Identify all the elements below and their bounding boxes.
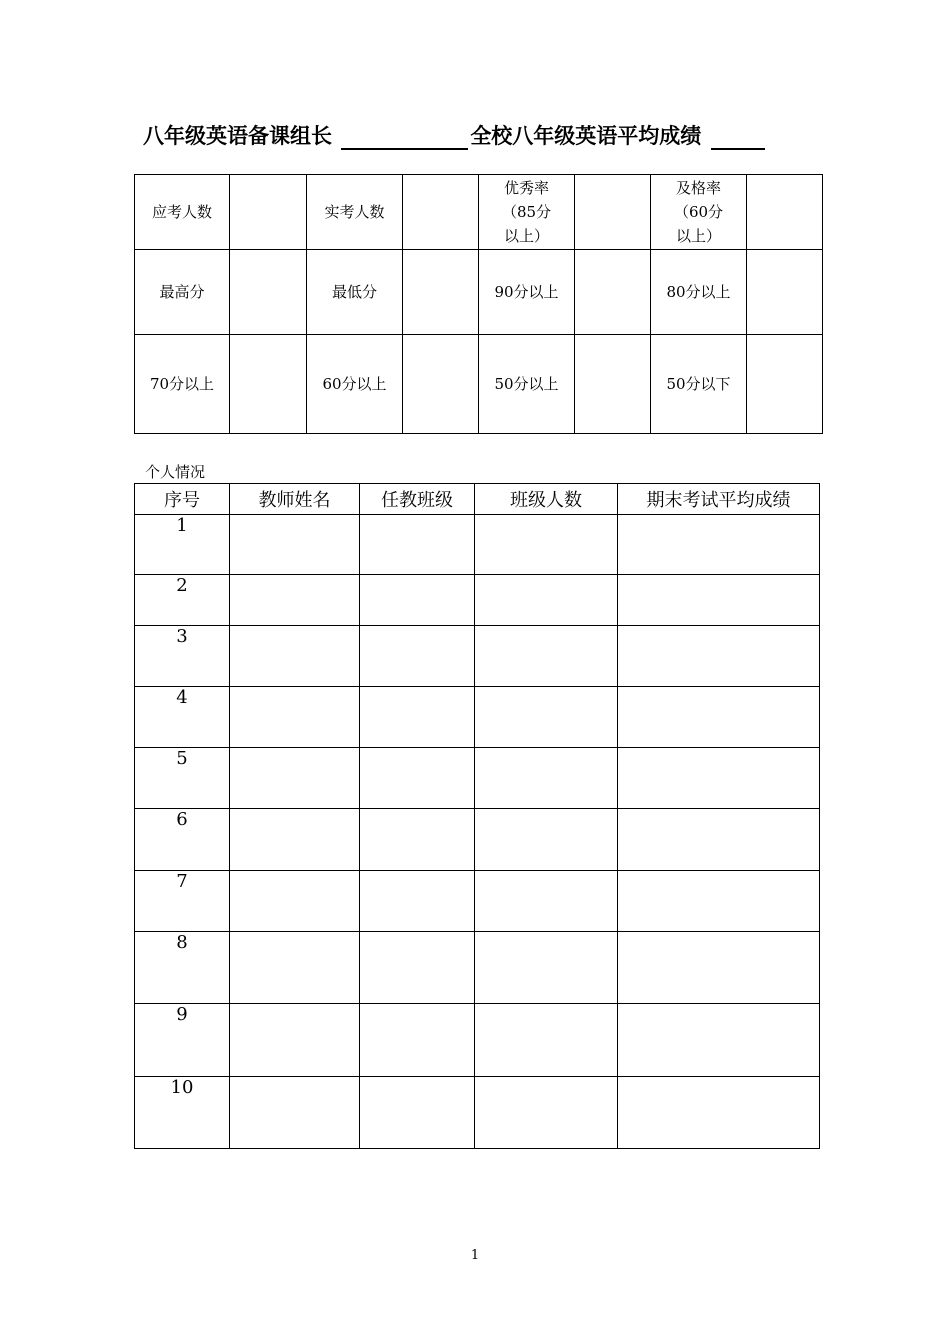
row-index: 7 [135, 871, 230, 932]
row-index: 3 [135, 626, 230, 687]
header-teacher-name: 教师姓名 [230, 484, 360, 515]
row-index: 1 [135, 515, 230, 575]
stats-cell: 90分以上 [479, 250, 575, 335]
stats-cell: 最高分 [135, 250, 230, 335]
teacher-name-cell[interactable] [230, 626, 360, 687]
average-score-cell[interactable] [618, 1004, 820, 1077]
class-cell[interactable] [360, 626, 475, 687]
teacher-name-cell[interactable] [230, 871, 360, 932]
table-row [135, 1004, 820, 1077]
stats-cell [479, 175, 575, 250]
stats-cell: 实考人数 [307, 175, 403, 250]
title-part1: 八年级英语备课组长 [143, 124, 332, 148]
teacher-name-cell[interactable] [230, 687, 360, 748]
stats-cell [651, 175, 747, 250]
average-score-cell[interactable] [618, 515, 820, 575]
page-title [143, 120, 843, 150]
class-size-cell[interactable] [475, 1004, 618, 1077]
class-cell[interactable] [360, 1077, 475, 1149]
stats-cell: 60分以上 [307, 335, 403, 434]
class-size-cell[interactable] [475, 871, 618, 932]
stats-cell: 最低分 [307, 250, 403, 335]
stats-cell: 70分以上 [135, 335, 230, 434]
table-row [135, 575, 820, 626]
average-score-cell[interactable] [618, 748, 820, 809]
stats-value-cell[interactable] [747, 335, 823, 434]
stats-cell: 50分以下 [651, 335, 747, 434]
class-size-cell[interactable] [475, 575, 618, 626]
table-row [135, 1077, 820, 1149]
class-size-cell[interactable] [475, 626, 618, 687]
class-cell[interactable] [360, 515, 475, 575]
row-index: 9 [135, 1004, 230, 1077]
teacher-name-cell[interactable] [230, 1077, 360, 1149]
table-row [135, 515, 820, 575]
row-index: 10 [135, 1077, 230, 1149]
teacher-name-cell[interactable] [230, 932, 360, 1004]
stats-cell: 50分以上 [479, 335, 575, 434]
stats-value-cell[interactable] [403, 175, 479, 250]
header-class: 任教班级 [360, 484, 475, 515]
title-blank-1 [341, 126, 468, 150]
class-cell[interactable] [360, 932, 475, 1004]
class-size-cell[interactable] [475, 809, 618, 871]
teacher-table [134, 483, 820, 1149]
class-size-cell[interactable] [475, 515, 618, 575]
stats-value-cell[interactable] [575, 175, 651, 250]
stats-value-cell[interactable] [230, 250, 307, 335]
table-row [135, 748, 820, 809]
table-row [135, 932, 820, 1004]
average-score-cell[interactable] [618, 1077, 820, 1149]
title-blank-2 [711, 126, 765, 150]
stats-cell: 80分以上 [651, 250, 747, 335]
title-part2: 全校八年级英语平均成绩 [470, 124, 702, 148]
row-index: 6 [135, 809, 230, 871]
teacher-name-cell[interactable] [230, 575, 360, 626]
average-score-cell[interactable] [618, 687, 820, 748]
class-size-cell[interactable] [475, 748, 618, 809]
stats-cell-text: 优秀率（85分以上） [501, 179, 552, 245]
stats-value-cell[interactable] [747, 175, 823, 250]
stats-value-cell[interactable] [230, 175, 307, 250]
row-index: 4 [135, 687, 230, 748]
average-score-cell[interactable] [618, 575, 820, 626]
table-row [135, 687, 820, 748]
stats-table [134, 174, 823, 434]
row-index: 5 [135, 748, 230, 809]
class-cell[interactable] [360, 809, 475, 871]
stats-value-cell[interactable] [575, 335, 651, 434]
class-cell[interactable] [360, 687, 475, 748]
table-row [135, 871, 820, 932]
class-cell[interactable] [360, 1004, 475, 1077]
table-row [135, 626, 820, 687]
header-average-score: 期末考试平均成绩 [618, 484, 820, 515]
stats-cell: 应考人数 [135, 175, 230, 250]
class-size-cell[interactable] [475, 932, 618, 1004]
stats-value-cell[interactable] [403, 335, 479, 434]
teacher-name-cell[interactable] [230, 748, 360, 809]
teacher-name-cell[interactable] [230, 809, 360, 871]
stats-value-cell[interactable] [747, 250, 823, 335]
average-score-cell[interactable] [618, 871, 820, 932]
class-size-cell[interactable] [475, 1077, 618, 1149]
section-label: 个人情况 [145, 463, 206, 481]
teacher-name-cell[interactable] [230, 515, 360, 575]
average-score-cell[interactable] [618, 809, 820, 871]
row-index: 2 [135, 575, 230, 626]
header-index: 序号 [135, 484, 230, 515]
stats-value-cell[interactable] [230, 335, 307, 434]
teacher-name-cell[interactable] [230, 1004, 360, 1077]
class-cell[interactable] [360, 575, 475, 626]
average-score-cell[interactable] [618, 626, 820, 687]
class-cell[interactable] [360, 748, 475, 809]
stats-value-cell[interactable] [403, 250, 479, 335]
class-size-cell[interactable] [475, 687, 618, 748]
stats-cell-text: 及格率（60分以上） [673, 179, 724, 245]
class-cell[interactable] [360, 871, 475, 932]
stats-value-cell[interactable] [575, 250, 651, 335]
row-index: 8 [135, 932, 230, 1004]
table-row [135, 809, 820, 871]
header-class-size: 班级人数 [475, 484, 618, 515]
average-score-cell[interactable] [618, 932, 820, 1004]
page-number: 1 [470, 1248, 480, 1263]
